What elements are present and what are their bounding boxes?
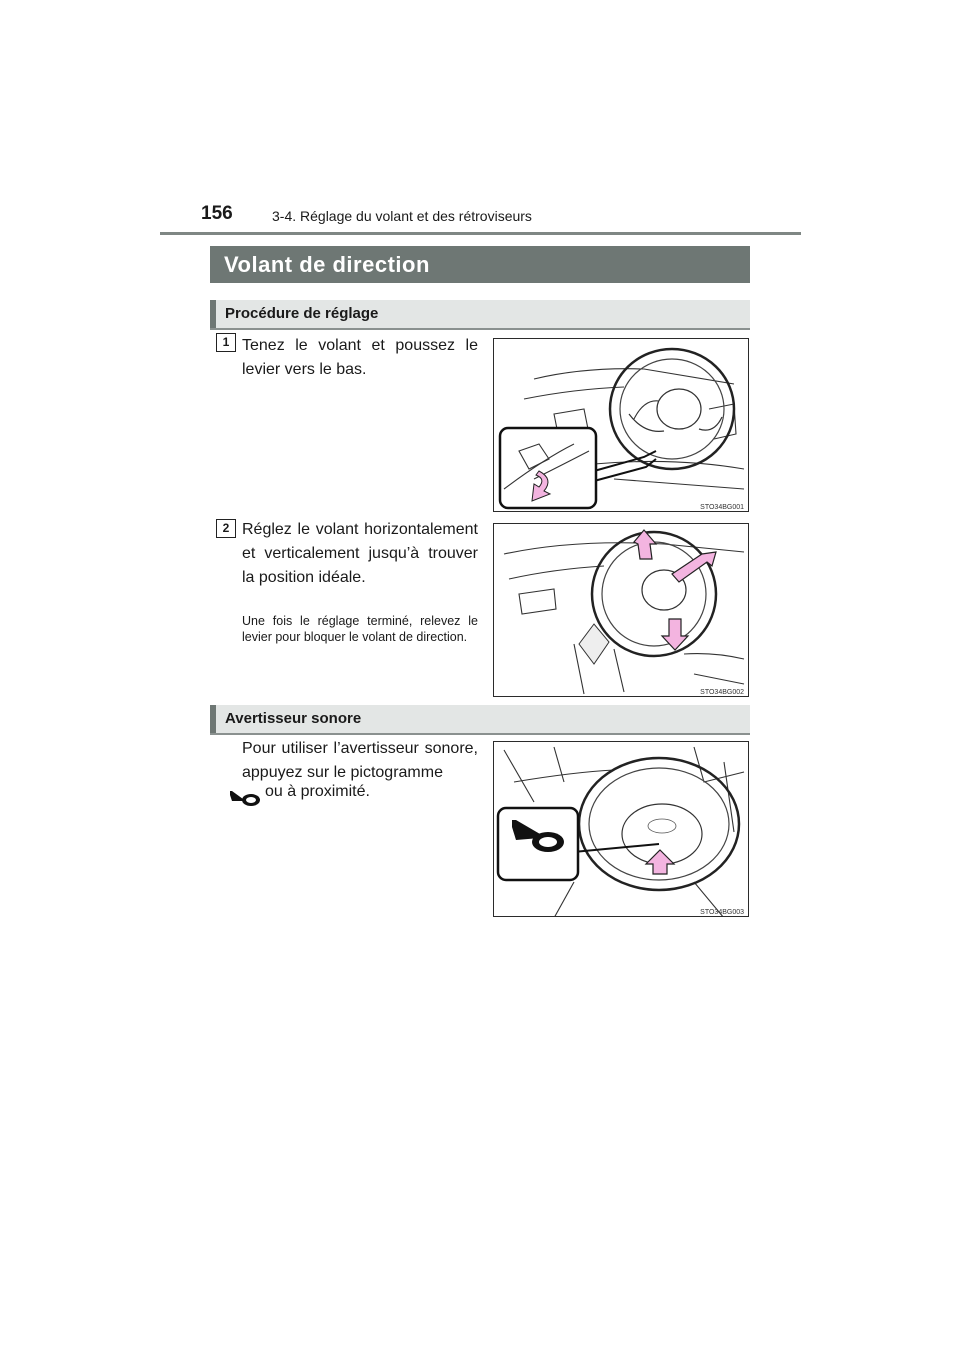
header-rule <box>160 232 801 235</box>
step-number-1: 1 <box>216 333 236 352</box>
figure-wheel-adjustment <box>493 523 749 697</box>
subheading-bar-adjustment <box>210 300 750 330</box>
figure-code-2: STO34BG002 <box>700 689 744 696</box>
steering-wheel-adjust-illustration <box>494 524 749 697</box>
horn-text-end: ou à proximité. <box>265 783 370 800</box>
running-head: 3-4. Réglage du volant et des rétroviseurs <box>272 208 532 224</box>
horn-icon <box>228 789 262 807</box>
step-2-text: Réglez le volant horizontalement et verticalement jusqu’à trouver la position idéale. <box>242 521 478 586</box>
page-number: 156 <box>201 203 233 224</box>
page-title: Volant de direction <box>224 252 430 277</box>
figure-horn <box>493 741 749 917</box>
step-number-2: 2 <box>216 519 236 538</box>
horn-text: Pour utiliser l’avertisseur sonore, appuyez sur le pictogramme <box>242 740 478 781</box>
horn-location-illustration <box>494 742 749 917</box>
step-1-text: Tenez le volant et poussez le levier vers le bas. <box>242 337 478 378</box>
subheading-adjustment: Procédure de réglage <box>225 305 379 322</box>
figure-lever-down <box>493 338 749 512</box>
step-2-note: Une fois le réglage terminé, relevez le levier pour bloquer le volant de direction. <box>242 614 478 644</box>
figure-code-3: STO34BG003 <box>700 909 744 916</box>
subheading-bar-horn <box>210 705 750 735</box>
subheading-horn: Avertisseur sonore <box>225 710 362 727</box>
steering-wheel-lever-illustration <box>494 339 749 512</box>
figure-code-1: STO34BG001 <box>700 504 744 511</box>
page-title-bar <box>210 246 750 283</box>
